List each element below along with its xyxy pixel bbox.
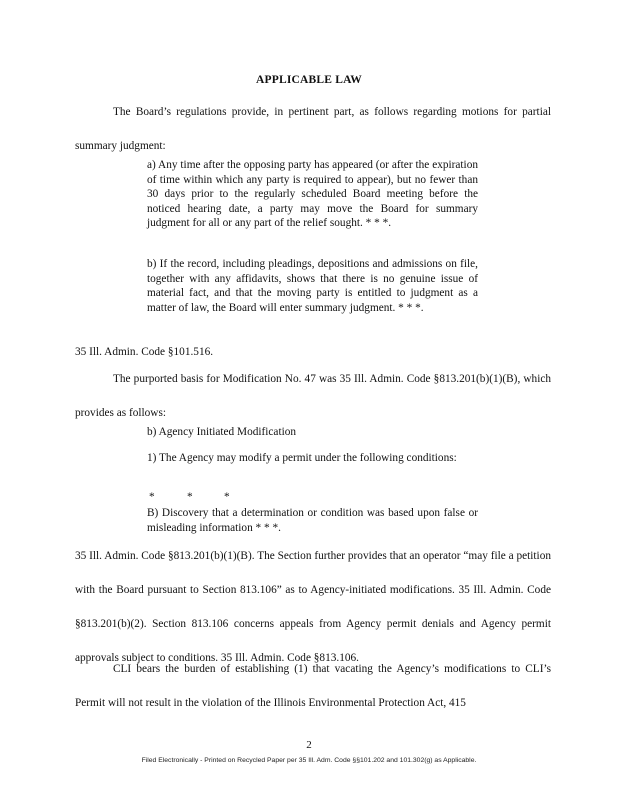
- block-quote-b: b) If the record, including pleadings, depositions and admissions on file, together with any affidavits, shows that there is no genuine issue of material fact, and that the moving party is entitled to judgment as a matter of law, the Board will enter summary judgment. * * *.: [147, 258, 478, 314]
- intro-paragraph: The Board’s regulations provide, in pertinent part, as follows regarding motions for partial summary judgment:: [75, 106, 551, 152]
- section-heading: APPLICABLE LAW: [256, 74, 362, 86]
- block-quote-a: a) Any time after the opposing party has appeared (or after the expiration of time within which any party is required to appear), but no fewer than 30 days prior to the regularly scheduled Board meeting before the noticed hearing date, a party may move the Board for summary judgment for all or any part of the relief sought. * * *.: [147, 159, 478, 229]
- block-quote-agency-B: B) Discovery that a determination or condition was based upon false or misleading information * * *.: [147, 507, 478, 534]
- ellipsis-stars: [147, 491, 347, 505]
- filing-footer: Filed Electronically - Printed on Recycled Paper per 35 Ill. Adm. Code §§101.202 and 101.302(g) as Applicable.: [141, 757, 477, 764]
- burden-paragraph: CLI bears the burden of establishing (1) that vacating the Agency’s modifications to CLI’s Permit will not result in the violation of the Illinois Environmental Protection Act, 415: [75, 663, 551, 709]
- star-2: *: [187, 491, 193, 503]
- section-paragraph: 35 Ill. Admin. Code §813.201(b)(1)(B). The Section further provides that an operator “may file a petition with the Board pursuant to Section 813.106” as to Agency-initiated modifications. 35 Ill. Admin. Code §813.201(b)(2). Section 813.106 concerns appeals from Agency permit denials and Agency permit approvals subject to conditions. 35 Ill. Admin. Code §813.106.: [75, 550, 551, 664]
- citation-101-516: 35 Ill. Admin. Code §101.516.: [75, 346, 214, 358]
- block-quote-agency-1: 1) The Agency may modify a permit under the following conditions:: [147, 452, 457, 464]
- page-number: 2: [306, 739, 312, 751]
- purported-basis-paragraph: The purported basis for Modification No. 47 was 35 Ill. Admin. Code §813.201(b)(1)(B), which provides as follows:: [75, 373, 551, 419]
- star-1: *: [149, 491, 155, 503]
- star-3: *: [224, 491, 230, 503]
- block-quote-agency-title: b) Agency Initiated Modification: [147, 426, 297, 438]
